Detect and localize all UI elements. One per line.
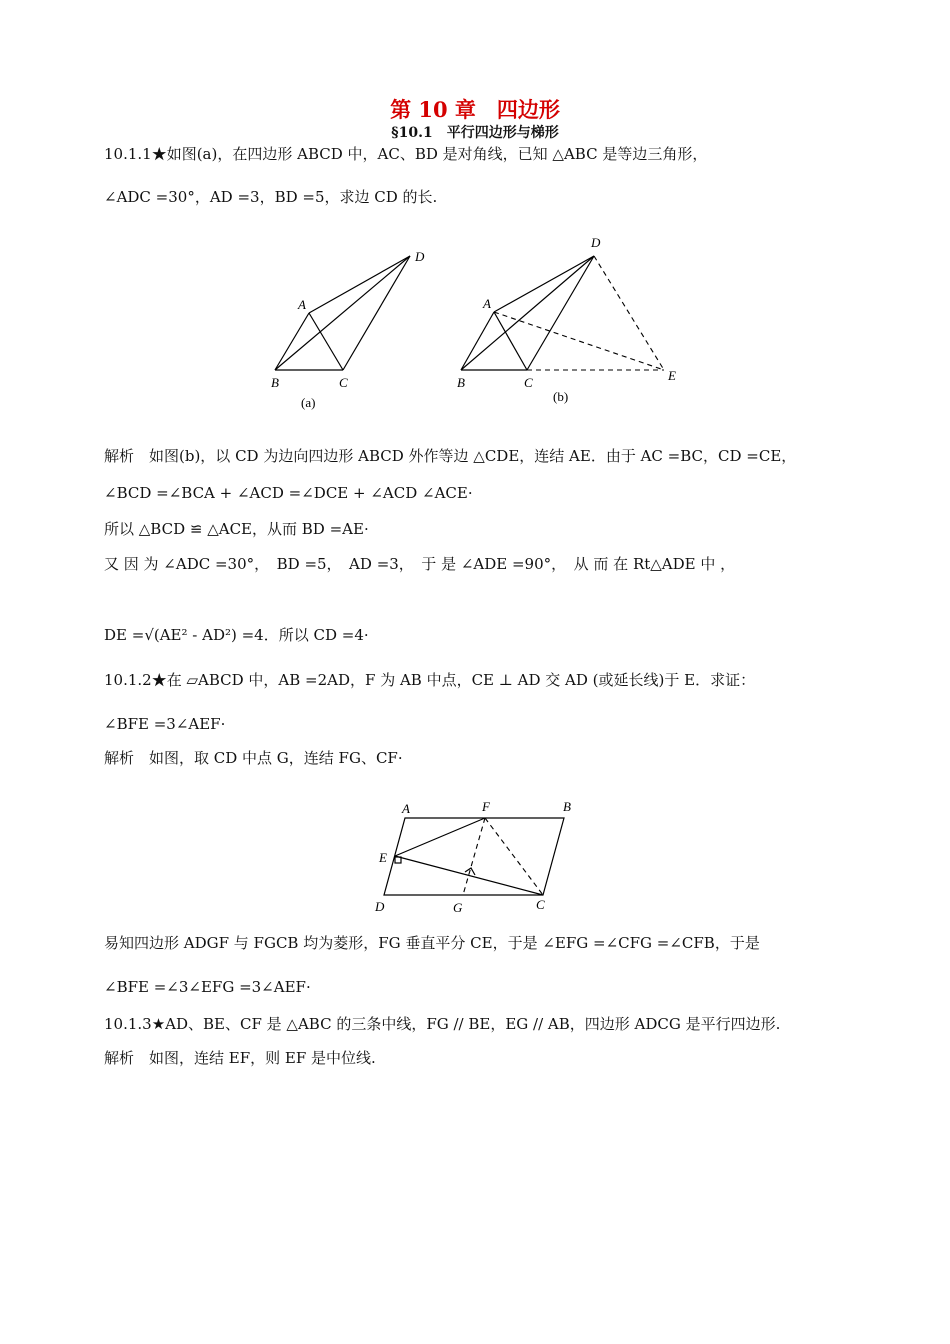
- solution-1-line-4: 又 因 为 ∠ADC =30°， BD =5， AD =3， 于 是 ∠ADE =90°， 从 而 在 Rt△ADE 中 ，: [104, 555, 736, 573]
- edge-bd: [275, 256, 410, 370]
- problem-3-line-1: 10.1.3★AD、BE、CF 是 △ABC 的三条中线，FG // BE，EG // AB，四边形 ADCG 是平行四边形.: [104, 1015, 781, 1033]
- edge-bd: [461, 256, 594, 370]
- fig-a-caption: (a): [301, 395, 316, 410]
- edge-ab: [461, 312, 494, 370]
- edge-cd: [527, 256, 594, 370]
- edge-cd: [343, 256, 410, 370]
- problem-1-line-1: 10.1.1★如图(a)，在四边形 ABCD 中，AC、BD 是对角线，已知 △ABC 是等边三角形，: [104, 145, 708, 163]
- solution-3-line-1: 解析 如图，连结 EF，则 EF 是中位线.: [104, 1049, 376, 1067]
- figure-a: [275, 256, 410, 370]
- edge-de: [594, 256, 664, 370]
- fig-b-caption: (b): [553, 389, 569, 404]
- fig-a-label-b: B: [271, 375, 279, 390]
- fig-b-label-d: D: [591, 235, 601, 250]
- solution-2-line-3: ∠BFE =∠3∠EFG =3∠AEF·: [104, 978, 311, 996]
- figure-b: [461, 256, 594, 370]
- fig-c-label-f: F: [482, 799, 490, 814]
- fig-b-label-b: B: [457, 375, 465, 390]
- edge-ac: [309, 313, 343, 370]
- fig-c-label-a: A: [402, 801, 410, 816]
- solution-1-line-3: 所以 △BCD ≌ △ACE，从而 BD =AE·: [104, 520, 369, 538]
- chapter-title: 第 10 章 四边形: [390, 97, 560, 122]
- fig-c-label-e: E: [379, 850, 387, 865]
- solution-2-line-2: 易知四边形 ADGF 与 FGCB 均为菱形，FG 垂直平分 CE，于是 ∠EFG =∠CFG =∠CFB，于是: [104, 934, 760, 952]
- solution-1-line-5: DE =√(AE² - AD²) =4．所以 CD =4·: [104, 626, 369, 644]
- figure-b-dashed: [494, 256, 664, 370]
- problem-1-line-2: ∠ADC =30°，AD =3，BD =5，求边 CD 的长.: [104, 188, 438, 206]
- edge-ac: [494, 312, 527, 370]
- edge-ef: [395, 818, 485, 856]
- problem-2-line-2: ∠BFE =3∠AEF·: [104, 715, 226, 733]
- edge-ec: [395, 856, 543, 895]
- solution-2-line-1: 解析 如图，取 CD 中点 G，连结 FG、CF·: [104, 749, 403, 767]
- fig-c-label-d: D: [375, 899, 385, 914]
- edge-ad: [494, 256, 594, 312]
- edge-fc: [485, 818, 543, 895]
- figure-c-dashed: [463, 818, 543, 895]
- edge-fg: [463, 818, 485, 895]
- fig-c-label-g: G: [453, 900, 463, 915]
- fig-a-label-d: D: [415, 249, 425, 264]
- problem-2-line-1: 10.1.2★在 ▱ABCD 中，AB =2AD，F 为 AB 中点，CE ⊥ AD 交 AD (或延长线)于 E．求证：: [104, 671, 756, 689]
- edge-ab: [275, 313, 309, 370]
- fig-b-label-c: C: [524, 375, 533, 390]
- solution-1-line-1: 解析 如图(b)，以 CD 为边向四边形 ABCD 外作等边 △CDE，连结 AE．由于 AC =BC，CD =CE，: [104, 447, 797, 465]
- section-title: §10.1 平行四边形与梯形: [391, 125, 559, 141]
- edge-ad: [309, 256, 410, 313]
- fig-b-label-a: A: [483, 296, 491, 311]
- fig-b-label-e: E: [668, 368, 676, 383]
- fig-a-label-a: A: [298, 297, 306, 312]
- edge-ae: [494, 312, 664, 370]
- fig-a-label-c: C: [339, 375, 348, 390]
- solution-1-line-2: ∠BCD =∠BCA + ∠ACD =∠DCE + ∠ACD ∠ACE·: [104, 484, 473, 502]
- fig-c-label-b: B: [563, 799, 571, 814]
- fig-c-label-c: C: [536, 897, 545, 912]
